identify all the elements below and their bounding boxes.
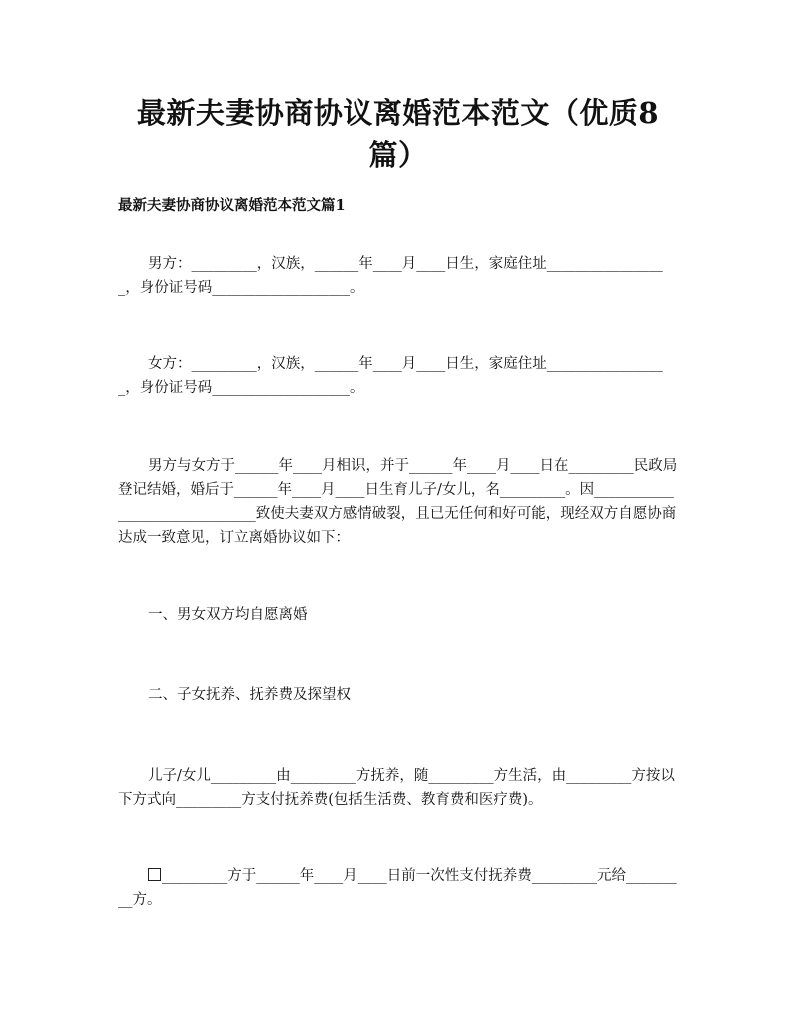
- paragraph-lump-sum-payment: _________方于______年____月____日前一次性支付抚养费_________元给_________方。: [118, 868, 677, 908]
- checkbox-icon[interactable]: [148, 868, 161, 881]
- clause-two: 二、子女抚养、抚养费及探望权: [148, 687, 351, 703]
- paragraph-male-party: 男方：_________，汉族，______年____月____日生，家庭住址_________________，身份证号码___________________。: [118, 256, 663, 296]
- paragraph-child-custody: 儿子/女儿_________由_________方抚养，随_________方生活，由_________方按以下方式向_________方支付抚养费(包括生活费、教育费和医疗费)。: [118, 768, 675, 808]
- section-heading: 最新夫妻协商协议离婚范本范文篇1: [118, 197, 346, 214]
- document-title: 最新夫妻协商协议离婚范本范文（优质8篇）: [136, 96, 660, 172]
- clause-one: 一、男女双方均自愿离婚: [148, 607, 308, 623]
- paragraph-female-party: 女方：_________，汉族，______年____月____日生，家庭住址_________________，身份证号码___________________。: [118, 356, 663, 396]
- paragraph-marriage-history: 男方与女方于______年____月相识，并于______年____月____日在_________民政局登记结婚，婚后于______年____月____日生育儿子/女儿，名_________。因______________________________致使夫妻双方感情破裂，且已无任何和好可能，现经双方自愿协商达成一致意见，订立离婚协议如下：: [118, 458, 678, 546]
